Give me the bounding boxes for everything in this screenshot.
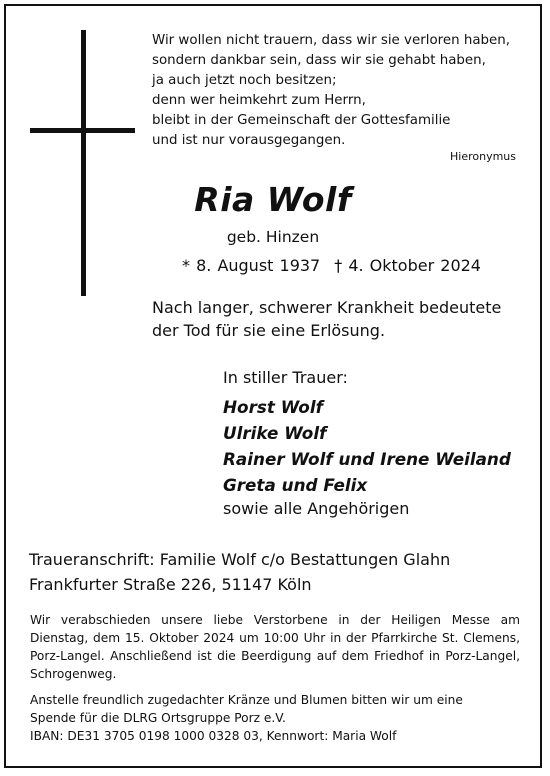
maiden-name: geb. Hinzen [226, 228, 320, 246]
mourning-label: In stiller Trauer: [223, 368, 348, 387]
poem-line: bleibt in der Gemeinschaft der Gottesfamilie [152, 113, 451, 128]
mourner-list [223, 394, 511, 498]
illness-line: der Tod für sie eine Erlösung. [152, 321, 386, 340]
obituary-notice [4, 4, 542, 768]
death-date: † 4. Oktober 2024 [334, 256, 481, 275]
address-line: Traueranschrift: Familie Wolf c/o Bestattungen Glahn [29, 550, 451, 569]
poem-author: Hieronymus [450, 150, 517, 163]
address-line: Frankfurter Straße 226, 51147 Köln [29, 575, 312, 594]
poem-line: sondern dankbar sein, dass wir sie gehabt haben, [152, 53, 486, 68]
mourner-name: Rainer Wolf und Irene Weiland [223, 449, 511, 469]
poem-line: und ist nur vorausgegangen. [152, 133, 346, 148]
donation-request [30, 691, 463, 745]
mourning-address [29, 547, 450, 597]
poem-line: denn wer heimkehrt zum Herrn, [152, 93, 366, 108]
illness-line: Nach langer, schwerer Krankheit bedeutete [152, 298, 502, 317]
donation-line: Anstelle freundlich zugedachter Kränze und Blumen bitten wir um eine [30, 693, 463, 707]
cross-vertical-bar [81, 30, 86, 296]
deceased-name: Ria Wolf [194, 180, 352, 219]
cross-horizontal-bar [30, 128, 135, 133]
birth-date: * 8. August 1937 [182, 256, 321, 275]
service-details: Wir verabschieden unsere liebe Verstorbene in der Heiligen Messe am Dienstag, dem 15. Oktober 2024 um 10:00 Uhr in der Pfarrkirche St. Clemens, Porz-Langel. Anschließend ist die Beerdigung auf dem Friedhof in Porz-Langel, Schrogenweg. [30, 613, 520, 681]
mourner-name: Greta und Felix [223, 475, 368, 495]
poem-line: ja auch jetzt noch besitzen; [152, 73, 337, 88]
mourner-name: Horst Wolf [223, 397, 323, 417]
donation-bank-details: IBAN: DE31 3705 0198 1000 0328 03, Kennwort: Maria Wolf [30, 729, 397, 743]
poem-line: Wir wollen nicht trauern, dass wir sie verloren haben, [152, 33, 511, 48]
illness-statement [152, 296, 501, 342]
life-dates [182, 256, 495, 275]
mourner-name: Ulrike Wolf [223, 423, 327, 443]
donation-line: Spende für die DLRG Ortsgruppe Porz e.V. [30, 711, 286, 725]
poem [152, 31, 510, 151]
relatives-note: sowie alle Angehörigen [223, 499, 410, 518]
